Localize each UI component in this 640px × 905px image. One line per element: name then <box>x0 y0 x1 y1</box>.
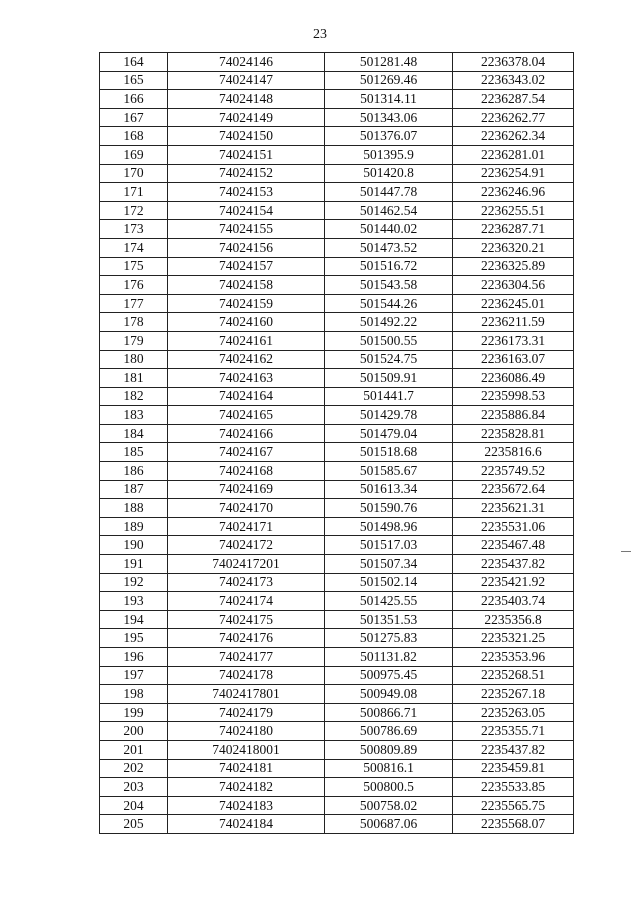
table-row <box>100 331 574 350</box>
point-id-cell: 74024156 <box>168 238 325 257</box>
table-row <box>100 406 574 425</box>
coordinates-table <box>99 52 574 834</box>
table-row <box>100 424 574 443</box>
point-id-cell: 74024167 <box>168 443 325 462</box>
y-coordinate-cell: 2236254.91 <box>453 164 574 183</box>
table-row <box>100 759 574 778</box>
y-coordinate-cell: 2236281.01 <box>453 145 574 164</box>
row-number-cell: 176 <box>100 276 168 295</box>
row-number-cell: 198 <box>100 685 168 704</box>
point-id-cell: 74024151 <box>168 145 325 164</box>
x-coordinate-cell: 501429.78 <box>325 406 453 425</box>
table-row <box>100 294 574 313</box>
table-row <box>100 536 574 555</box>
row-number-cell: 181 <box>100 369 168 388</box>
point-id-cell: 74024166 <box>168 424 325 443</box>
point-id-cell: 74024152 <box>168 164 325 183</box>
y-coordinate-cell: 2236173.31 <box>453 331 574 350</box>
x-coordinate-cell: 501543.58 <box>325 276 453 295</box>
point-id-cell: 74024182 <box>168 778 325 797</box>
y-coordinate-cell: 2235437.82 <box>453 740 574 759</box>
y-coordinate-cell: 2235467.48 <box>453 536 574 555</box>
row-number-cell: 202 <box>100 759 168 778</box>
x-coordinate-cell: 500866.71 <box>325 703 453 722</box>
row-number-cell: 165 <box>100 71 168 90</box>
x-coordinate-cell: 501420.8 <box>325 164 453 183</box>
y-coordinate-cell: 2235816.6 <box>453 443 574 462</box>
point-id-cell: 74024172 <box>168 536 325 555</box>
point-id-cell: 74024163 <box>168 369 325 388</box>
point-id-cell: 74024148 <box>168 90 325 109</box>
x-coordinate-cell: 501473.52 <box>325 238 453 257</box>
point-id-cell: 74024184 <box>168 815 325 834</box>
row-number-cell: 204 <box>100 796 168 815</box>
point-id-cell: 74024155 <box>168 220 325 239</box>
row-number-cell: 200 <box>100 722 168 741</box>
table-row <box>100 462 574 481</box>
point-id-cell: 74024169 <box>168 480 325 499</box>
point-id-cell: 74024157 <box>168 257 325 276</box>
table-row <box>100 573 574 592</box>
row-number-cell: 177 <box>100 294 168 313</box>
x-coordinate-cell: 500758.02 <box>325 796 453 815</box>
table-row <box>100 703 574 722</box>
y-coordinate-cell: 2235998.53 <box>453 387 574 406</box>
point-id-cell: 74024183 <box>168 796 325 815</box>
table-row <box>100 610 574 629</box>
table-row <box>100 685 574 704</box>
row-number-cell: 173 <box>100 220 168 239</box>
table-row <box>100 257 574 276</box>
table-row <box>100 108 574 127</box>
y-coordinate-cell: 2235531.06 <box>453 517 574 536</box>
row-number-cell: 191 <box>100 555 168 574</box>
y-coordinate-cell: 2236343.02 <box>453 71 574 90</box>
x-coordinate-cell: 501269.46 <box>325 71 453 90</box>
table-row <box>100 145 574 164</box>
table-row <box>100 666 574 685</box>
y-coordinate-cell: 2235565.75 <box>453 796 574 815</box>
x-coordinate-cell: 501131.82 <box>325 648 453 667</box>
table-row <box>100 648 574 667</box>
point-id-cell: 74024162 <box>168 350 325 369</box>
y-coordinate-cell: 2235321.25 <box>453 629 574 648</box>
table-row <box>100 629 574 648</box>
y-coordinate-cell: 2236304.56 <box>453 276 574 295</box>
row-number-cell: 183 <box>100 406 168 425</box>
row-number-cell: 178 <box>100 313 168 332</box>
table-row <box>100 722 574 741</box>
x-coordinate-cell: 501314.11 <box>325 90 453 109</box>
x-coordinate-cell: 501500.55 <box>325 331 453 350</box>
point-id-cell: 74024175 <box>168 610 325 629</box>
y-coordinate-cell: 2235749.52 <box>453 462 574 481</box>
point-id-cell: 74024164 <box>168 387 325 406</box>
x-coordinate-cell: 501343.06 <box>325 108 453 127</box>
point-id-cell: 74024147 <box>168 71 325 90</box>
row-number-cell: 180 <box>100 350 168 369</box>
row-number-cell: 205 <box>100 815 168 834</box>
x-coordinate-cell: 501275.83 <box>325 629 453 648</box>
row-number-cell: 170 <box>100 164 168 183</box>
row-number-cell: 168 <box>100 127 168 146</box>
table-row <box>100 443 574 462</box>
table-row <box>100 555 574 574</box>
x-coordinate-cell: 501507.34 <box>325 555 453 574</box>
x-coordinate-cell: 501613.34 <box>325 480 453 499</box>
x-coordinate-cell: 501441.7 <box>325 387 453 406</box>
point-id-cell: 74024181 <box>168 759 325 778</box>
row-number-cell: 189 <box>100 517 168 536</box>
table-row <box>100 499 574 518</box>
x-coordinate-cell: 501544.26 <box>325 294 453 313</box>
x-coordinate-cell: 501518.68 <box>325 443 453 462</box>
x-coordinate-cell: 501479.04 <box>325 424 453 443</box>
y-coordinate-cell: 2235621.31 <box>453 499 574 518</box>
page-number: 23 <box>313 27 327 42</box>
y-coordinate-cell: 2235533.85 <box>453 778 574 797</box>
x-coordinate-cell: 501590.76 <box>325 499 453 518</box>
table-row <box>100 71 574 90</box>
point-id-cell: 74024180 <box>168 722 325 741</box>
point-id-cell: 74024168 <box>168 462 325 481</box>
row-number-cell: 171 <box>100 183 168 202</box>
table-row <box>100 220 574 239</box>
x-coordinate-cell: 500949.08 <box>325 685 453 704</box>
point-id-cell: 74024174 <box>168 592 325 611</box>
table-row <box>100 313 574 332</box>
y-coordinate-cell: 2236246.96 <box>453 183 574 202</box>
x-coordinate-cell: 501376.07 <box>325 127 453 146</box>
row-number-cell: 167 <box>100 108 168 127</box>
table-row <box>100 90 574 109</box>
point-id-cell: 74024171 <box>168 517 325 536</box>
row-number-cell: 196 <box>100 648 168 667</box>
point-id-cell: 74024146 <box>168 53 325 72</box>
point-id-cell: 74024170 <box>168 499 325 518</box>
x-coordinate-cell: 501395.9 <box>325 145 453 164</box>
table-row <box>100 350 574 369</box>
y-coordinate-cell: 2235268.51 <box>453 666 574 685</box>
x-coordinate-cell: 500809.89 <box>325 740 453 759</box>
row-number-cell: 184 <box>100 424 168 443</box>
y-coordinate-cell: 2235828.81 <box>453 424 574 443</box>
y-coordinate-cell: 2235672.64 <box>453 480 574 499</box>
x-coordinate-cell: 500975.45 <box>325 666 453 685</box>
point-id-cell: 74024158 <box>168 276 325 295</box>
row-number-cell: 197 <box>100 666 168 685</box>
row-number-cell: 182 <box>100 387 168 406</box>
x-coordinate-cell: 501585.67 <box>325 462 453 481</box>
table-row <box>100 127 574 146</box>
point-id-cell: 74024179 <box>168 703 325 722</box>
row-number-cell: 175 <box>100 257 168 276</box>
x-coordinate-cell: 500687.06 <box>325 815 453 834</box>
point-id-cell: 7402417801 <box>168 685 325 704</box>
row-number-cell: 193 <box>100 592 168 611</box>
x-coordinate-cell: 501425.55 <box>325 592 453 611</box>
margin-mark <box>621 551 631 552</box>
point-id-cell: 74024165 <box>168 406 325 425</box>
row-number-cell: 192 <box>100 573 168 592</box>
table-row <box>100 369 574 388</box>
row-number-cell: 166 <box>100 90 168 109</box>
row-number-cell: 174 <box>100 238 168 257</box>
point-id-cell: 74024159 <box>168 294 325 313</box>
row-number-cell: 203 <box>100 778 168 797</box>
y-coordinate-cell: 2236287.71 <box>453 220 574 239</box>
row-number-cell: 199 <box>100 703 168 722</box>
table-row <box>100 183 574 202</box>
point-id-cell: 74024177 <box>168 648 325 667</box>
row-number-cell: 187 <box>100 480 168 499</box>
table-row <box>100 53 574 72</box>
y-coordinate-cell: 2236262.34 <box>453 127 574 146</box>
x-coordinate-cell: 500800.5 <box>325 778 453 797</box>
y-coordinate-cell: 2236086.49 <box>453 369 574 388</box>
y-coordinate-cell: 2236255.51 <box>453 201 574 220</box>
y-coordinate-cell: 2235356.8 <box>453 610 574 629</box>
point-id-cell: 74024161 <box>168 331 325 350</box>
y-coordinate-cell: 2235421.92 <box>453 573 574 592</box>
row-number-cell: 172 <box>100 201 168 220</box>
point-id-cell: 74024173 <box>168 573 325 592</box>
table-row <box>100 387 574 406</box>
point-id-cell: 7402417201 <box>168 555 325 574</box>
table-row <box>100 276 574 295</box>
x-coordinate-cell: 500786.69 <box>325 722 453 741</box>
y-coordinate-cell: 2236320.21 <box>453 238 574 257</box>
x-coordinate-cell: 501492.22 <box>325 313 453 332</box>
coordinates-table-body <box>100 53 574 834</box>
table-row <box>100 201 574 220</box>
y-coordinate-cell: 2235437.82 <box>453 555 574 574</box>
table-row <box>100 778 574 797</box>
x-coordinate-cell: 501447.78 <box>325 183 453 202</box>
y-coordinate-cell: 2235353.96 <box>453 648 574 667</box>
point-id-cell: 74024153 <box>168 183 325 202</box>
x-coordinate-cell: 501524.75 <box>325 350 453 369</box>
table-row <box>100 740 574 759</box>
point-id-cell: 74024178 <box>168 666 325 685</box>
y-coordinate-cell: 2236163.07 <box>453 350 574 369</box>
point-id-cell: 74024154 <box>168 201 325 220</box>
row-number-cell: 179 <box>100 331 168 350</box>
row-number-cell: 186 <box>100 462 168 481</box>
row-number-cell: 201 <box>100 740 168 759</box>
x-coordinate-cell: 500816.1 <box>325 759 453 778</box>
table-row <box>100 164 574 183</box>
y-coordinate-cell: 2235263.05 <box>453 703 574 722</box>
point-id-cell: 7402418001 <box>168 740 325 759</box>
y-coordinate-cell: 2235267.18 <box>453 685 574 704</box>
x-coordinate-cell: 501517.03 <box>325 536 453 555</box>
y-coordinate-cell: 2236378.04 <box>453 53 574 72</box>
row-number-cell: 169 <box>100 145 168 164</box>
x-coordinate-cell: 501440.02 <box>325 220 453 239</box>
row-number-cell: 190 <box>100 536 168 555</box>
point-id-cell: 74024149 <box>168 108 325 127</box>
y-coordinate-cell: 2235355.71 <box>453 722 574 741</box>
point-id-cell: 74024160 <box>168 313 325 332</box>
table-row <box>100 592 574 611</box>
y-coordinate-cell: 2236245.01 <box>453 294 574 313</box>
y-coordinate-cell: 2236325.89 <box>453 257 574 276</box>
x-coordinate-cell: 501351.53 <box>325 610 453 629</box>
x-coordinate-cell: 501516.72 <box>325 257 453 276</box>
x-coordinate-cell: 501502.14 <box>325 573 453 592</box>
row-number-cell: 188 <box>100 499 168 518</box>
row-number-cell: 164 <box>100 53 168 72</box>
table-row <box>100 796 574 815</box>
x-coordinate-cell: 501498.96 <box>325 517 453 536</box>
y-coordinate-cell: 2236287.54 <box>453 90 574 109</box>
point-id-cell: 74024150 <box>168 127 325 146</box>
y-coordinate-cell: 2235459.81 <box>453 759 574 778</box>
table-row <box>100 480 574 499</box>
table-row <box>100 238 574 257</box>
x-coordinate-cell: 501281.48 <box>325 53 453 72</box>
row-number-cell: 195 <box>100 629 168 648</box>
point-id-cell: 74024176 <box>168 629 325 648</box>
y-coordinate-cell: 2236211.59 <box>453 313 574 332</box>
table-row <box>100 517 574 536</box>
x-coordinate-cell: 501509.91 <box>325 369 453 388</box>
x-coordinate-cell: 501462.54 <box>325 201 453 220</box>
y-coordinate-cell: 2236262.77 <box>453 108 574 127</box>
y-coordinate-cell: 2235886.84 <box>453 406 574 425</box>
y-coordinate-cell: 2235568.07 <box>453 815 574 834</box>
y-coordinate-cell: 2235403.74 <box>453 592 574 611</box>
row-number-cell: 194 <box>100 610 168 629</box>
table-row <box>100 815 574 834</box>
row-number-cell: 185 <box>100 443 168 462</box>
